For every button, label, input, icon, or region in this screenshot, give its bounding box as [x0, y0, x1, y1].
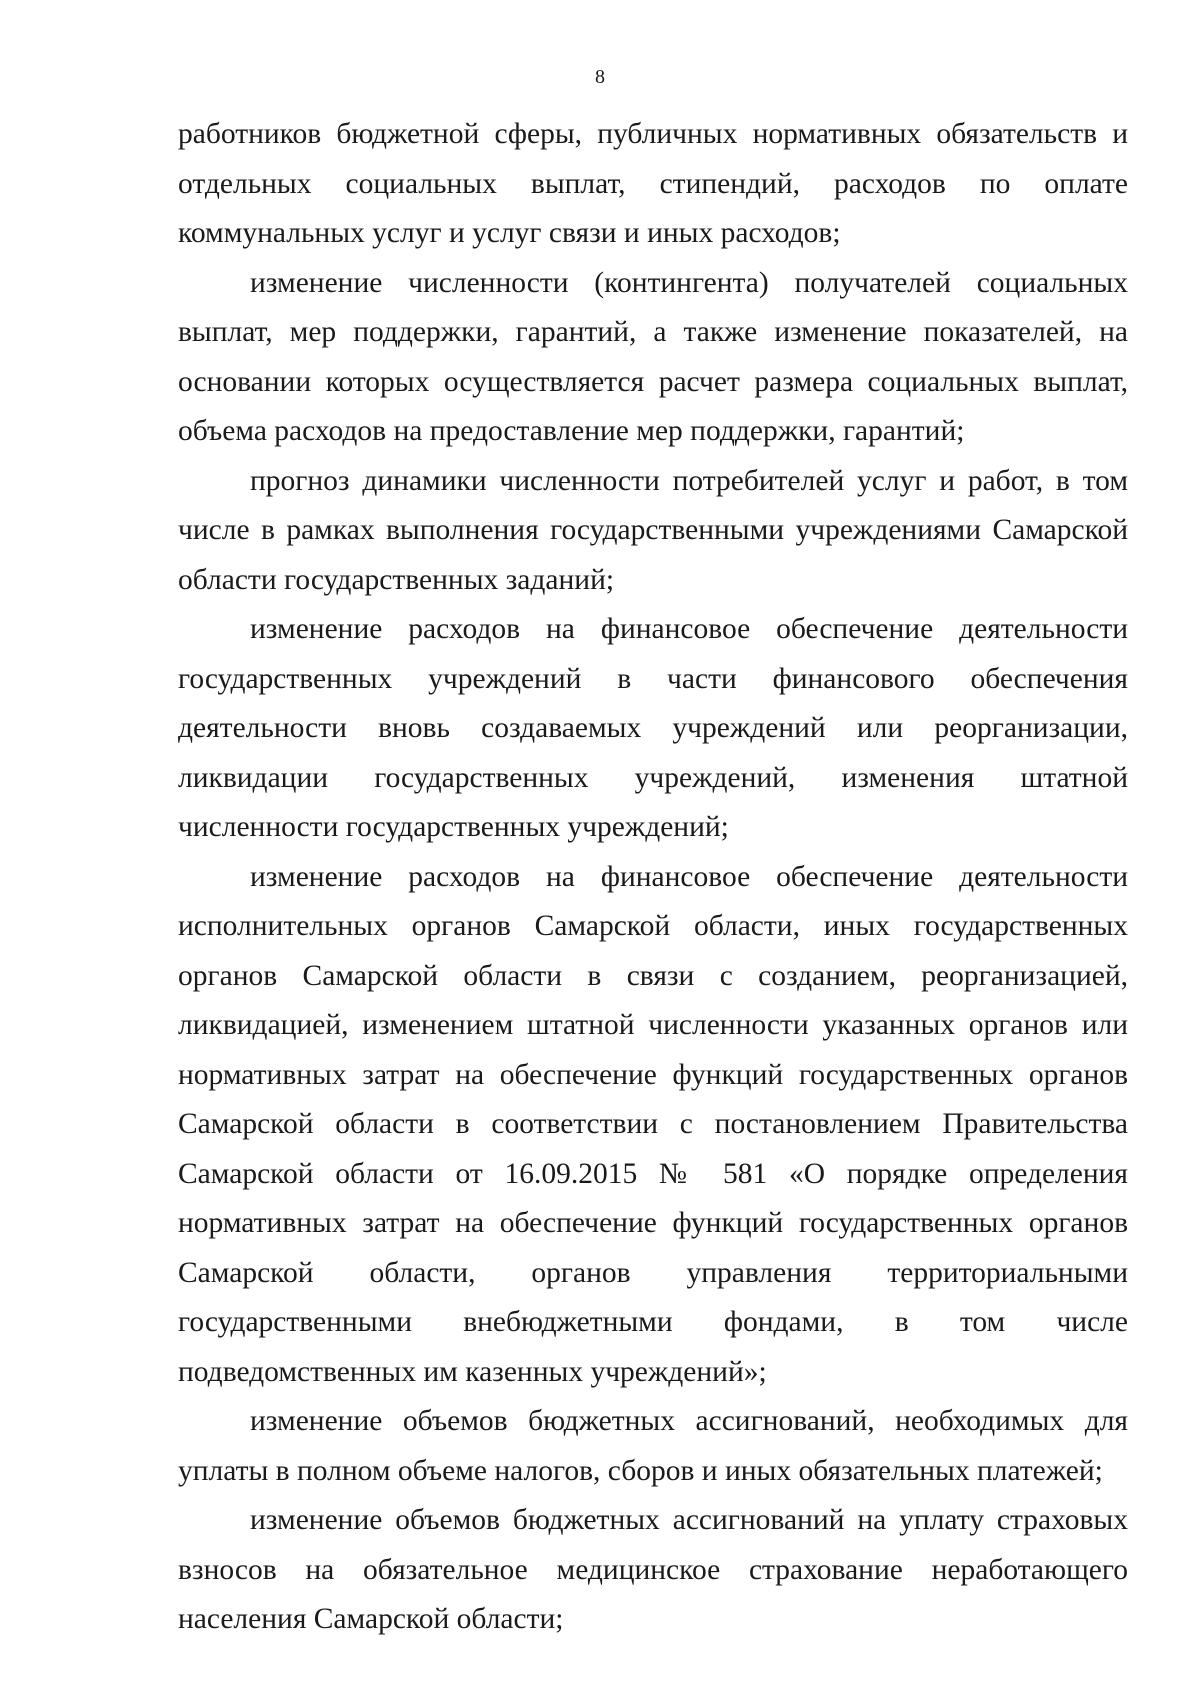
paragraph-executive-bodies-expenses: изменение расходов на финансовое обеспечение деятельности исполнительных органов Самарской области, иных государственных органов Самарской области в связи с созданием, реорганизацией, ликвидацией, изменением штатной численности указанных органов или нормативных затрат на обеспечение функций государственных органов Самарской области в соответствии с постановлением Правительства Самарской области от 16.09.2015 № 581 «О порядке определения нормативных затрат на обеспечение функций государственных органов Самарской области, органов управления территориальными государственными внебюджетными фондами, в том числе подведомственных им казенных учреждений»;	[178, 860, 1128, 1388]
paragraph-continuation: работников бюджетной сферы, публичных нормативных обязательств и отдельных социальных выплат, стипендий, расходов по оплате коммунальных услуг и услуг связи и иных расходов;	[178, 118, 1128, 249]
paragraph-recipients-change: изменение численности (контингента) получателей социальных выплат, мер поддержки, гарантий, а также изменение показателей, на основании которых осуществляется расчет размера социальных выплат, объема расходов на предоставление мер поддержки, гарантий;	[178, 266, 1128, 447]
paragraph-institutions-expenses: изменение расходов на финансовое обеспечение деятельности государственных учреждений в части финансового обеспечения деятельности вновь создаваемых учреждений или реорганизации, ликвидации государственных учреждений, изменения штатной численности государственных учреждений;	[178, 613, 1128, 843]
paragraph-taxes-allocations: изменение объемов бюджетных ассигнований, необходимых для уплаты в полном объеме налогов, сборов и иных обязательных платежей;	[178, 1405, 1128, 1487]
paragraph-insurance-contributions: изменение объемов бюджетных ассигнований на уплату страховых взносов на обязательное медицинское страхование неработающего населения Самарской области;	[178, 1504, 1128, 1635]
page-number: 8	[595, 66, 605, 88]
document-body	[178, 110, 1128, 1645]
paragraph-consumers-forecast: прогноз динамики численности потребителей услуг и работ, в том числе в рамках выполнения государственными учреждениями Самарской области государственных заданий;	[178, 464, 1128, 596]
